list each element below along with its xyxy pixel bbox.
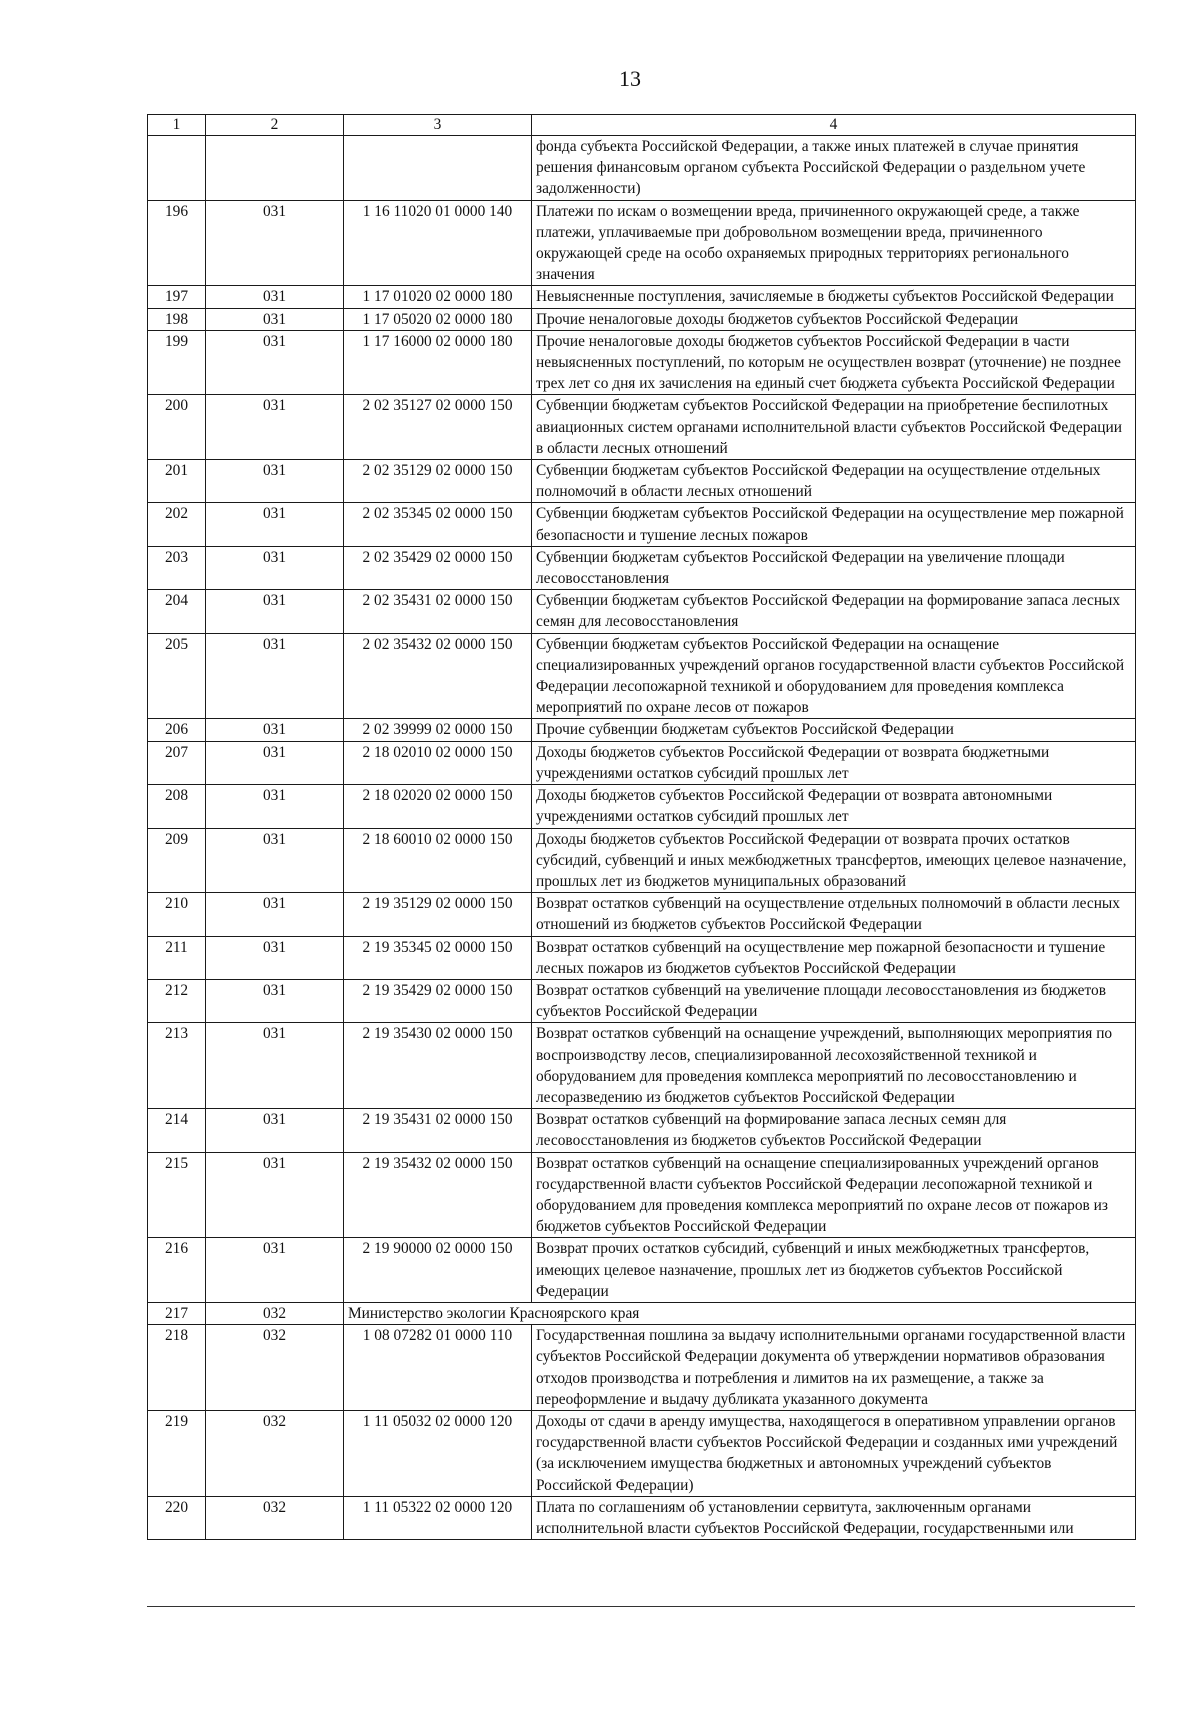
- admin-code: 031: [206, 590, 344, 633]
- budget-code: 1 11 05032 02 0000 120: [344, 1410, 532, 1496]
- admin-code: 031: [206, 503, 344, 546]
- revenue-description: Субвенции бюджетам субъектов Российской Федерации на увеличение площади лесовосстановления: [532, 546, 1136, 589]
- revenue-description: Возврат остатков субвенций на осуществление мер пожарной безопасности и тушение лесных пожаров из бюджетов субъектов Российской Федерации: [532, 936, 1136, 979]
- revenue-description: Государственная пошлина за выдачу исполнительными органами государственной власти субъектов Российской Федерации документа об утверждении нормативов образования отходов производства и потребления и лимитов на их размещение, а также за переоформление и выдачу дубликата указанного документа: [532, 1325, 1136, 1411]
- budget-code: 2 19 35429 02 0000 150: [344, 979, 532, 1022]
- budget-code: 2 02 35129 02 0000 150: [344, 460, 532, 503]
- revenue-description: Плата по соглашениям об установлении сервитута, заключенным органами исполнительной власти субъектов Российской Федерации, государственными или: [532, 1496, 1136, 1539]
- revenue-description: Доходы бюджетов субъектов Российской Федерации от возврата бюджетными учреждениями остатков субсидий прошлых лет: [532, 741, 1136, 784]
- table-row: [148, 979, 1136, 1022]
- admin-code: 032: [206, 1302, 344, 1324]
- admin-name: Министерство экологии Красноярского края: [344, 1302, 1136, 1324]
- budget-code: 1 11 05322 02 0000 120: [344, 1496, 532, 1539]
- row-number: 213: [148, 1023, 206, 1109]
- budget-code: [344, 136, 532, 201]
- table-row: [148, 741, 1136, 784]
- row-number: 198: [148, 308, 206, 330]
- admin-code: 031: [206, 286, 344, 308]
- revenue-description: фонда субъекта Российской Федерации, а также иных платежей в случае принятия решения финансовым органом субъекта Российской Федерации о раздельном учете задолженности): [532, 136, 1136, 201]
- table-row: [148, 286, 1136, 308]
- admin-code: 031: [206, 1109, 344, 1152]
- budget-code: 2 18 60010 02 0000 150: [344, 828, 532, 893]
- row-number: 218: [148, 1325, 206, 1411]
- bottom-rule: [147, 1606, 1135, 1607]
- revenue-description: Прочие субвенции бюджетам субъектов Российской Федерации: [532, 719, 1136, 741]
- budget-code: 1 17 16000 02 0000 180: [344, 330, 532, 395]
- budget-code: 2 19 35432 02 0000 150: [344, 1152, 532, 1238]
- row-number: 206: [148, 719, 206, 741]
- table-row: [148, 1410, 1136, 1496]
- table-row: [148, 893, 1136, 936]
- row-number: 209: [148, 828, 206, 893]
- budget-code: 2 02 35431 02 0000 150: [344, 590, 532, 633]
- row-number: 212: [148, 979, 206, 1022]
- admin-code: 031: [206, 633, 344, 719]
- table-row: [148, 1152, 1136, 1238]
- revenue-description: Невыясненные поступления, зачисляемые в бюджеты субъектов Российской Федерации: [532, 286, 1136, 308]
- admin-code: 031: [206, 200, 344, 286]
- admin-code: 031: [206, 741, 344, 784]
- budget-code: 1 17 01020 02 0000 180: [344, 286, 532, 308]
- row-number: 197: [148, 286, 206, 308]
- admin-code: 031: [206, 828, 344, 893]
- table-body: [148, 136, 1136, 1540]
- revenue-description: Субвенции бюджетам субъектов Российской Федерации на приобретение беспилотных авиационных систем органами исполнительной власти субъектов Российской Федерации в области лесных отношений: [532, 395, 1136, 460]
- revenue-description: Субвенции бюджетам субъектов Российской Федерации на осуществление отдельных полномочий в области лесных отношений: [532, 460, 1136, 503]
- table-row: [148, 936, 1136, 979]
- row-number: 200: [148, 395, 206, 460]
- budget-code: 2 02 39999 02 0000 150: [344, 719, 532, 741]
- budget-code: 1 16 11020 01 0000 140: [344, 200, 532, 286]
- budget-code: 2 18 02020 02 0000 150: [344, 785, 532, 828]
- revenue-description: Возврат остатков субвенций на увеличение площади лесовосстановления из бюджетов субъектов Российской Федерации: [532, 979, 1136, 1022]
- admin-code: 031: [206, 1152, 344, 1238]
- admin-code: 032: [206, 1325, 344, 1411]
- row-number: 199: [148, 330, 206, 395]
- table-row: [148, 590, 1136, 633]
- admin-code: 031: [206, 1023, 344, 1109]
- column-header-3: 3: [344, 115, 532, 136]
- revenue-description: Прочие неналоговые доходы бюджетов субъектов Российской Федерации: [532, 308, 1136, 330]
- budget-code: 2 02 35429 02 0000 150: [344, 546, 532, 589]
- admin-code: 031: [206, 719, 344, 741]
- admin-code: 031: [206, 1238, 344, 1303]
- budget-code: 2 19 35129 02 0000 150: [344, 893, 532, 936]
- revenue-description: Возврат остатков субвенций на осуществление отдельных полномочий в области лесных отношений из бюджетов субъектов Российской Федерации: [532, 893, 1136, 936]
- row-number: [148, 136, 206, 201]
- table-row: [148, 1496, 1136, 1539]
- budget-code: 1 17 05020 02 0000 180: [344, 308, 532, 330]
- admin-code: 031: [206, 395, 344, 460]
- table-row: [148, 395, 1136, 460]
- budget-code: 2 19 35345 02 0000 150: [344, 936, 532, 979]
- revenue-description: Возврат прочих остатков субсидий, субвенций и иных межбюджетных трансфертов, имеющих целевое назначение, прошлых лет из бюджетов субъектов Российской Федерации: [532, 1238, 1136, 1303]
- budget-code: 2 02 35127 02 0000 150: [344, 395, 532, 460]
- page-number: 13: [619, 66, 641, 91]
- table-row: [148, 460, 1136, 503]
- table-row: [148, 1238, 1136, 1303]
- row-number: 207: [148, 741, 206, 784]
- column-header-2: 2: [206, 115, 344, 136]
- admin-code: 032: [206, 1410, 344, 1496]
- revenue-description: Субвенции бюджетам субъектов Российской Федерации на формирование запаса лесных семян для лесовосстановления: [532, 590, 1136, 633]
- row-number: 210: [148, 893, 206, 936]
- row-number: 216: [148, 1238, 206, 1303]
- row-number: 219: [148, 1410, 206, 1496]
- table-header-row: [148, 115, 1136, 136]
- budget-code: 2 02 35432 02 0000 150: [344, 633, 532, 719]
- revenue-description: Субвенции бюджетам субъектов Российской Федерации на осуществление мер пожарной безопасности и тушение лесных пожаров: [532, 503, 1136, 546]
- column-header-1: 1: [148, 115, 206, 136]
- revenue-description: Возврат остатков субвенций на оснащение учреждений, выполняющих мероприятия по воспроизводству лесов, специализированной лесохозяйственной техникой и оборудованием для проведения комплекса мероприятий по лесовосстановлению и лесоразведению из бюджетов субъектов Российской Федерации: [532, 1023, 1136, 1109]
- table-row: [148, 719, 1136, 741]
- table-row: [148, 1023, 1136, 1109]
- row-number: 203: [148, 546, 206, 589]
- admin-code: [206, 136, 344, 201]
- revenue-description: Платежи по искам о возмещении вреда, причиненного окружающей среде, а также платежи, уплачиваемые при добровольном возмещении вреда, причиненного окружающей среде на особо охраняемых природных территориях регионального значения: [532, 200, 1136, 286]
- table-row: [148, 1109, 1136, 1152]
- row-number: 205: [148, 633, 206, 719]
- table-row: [148, 1325, 1136, 1411]
- row-number: 214: [148, 1109, 206, 1152]
- budget-code: 2 19 90000 02 0000 150: [344, 1238, 532, 1303]
- table-row: [148, 308, 1136, 330]
- table-row: [148, 136, 1136, 201]
- revenue-description: Доходы от сдачи в аренду имущества, находящегося в оперативном управлении органов государственной власти субъектов Российской Федерации и созданных ими учреждений (за исключением имущества бюджетных и автономных учреждений субъектов Российской Федерации): [532, 1410, 1136, 1496]
- row-number: 202: [148, 503, 206, 546]
- revenue-table: [147, 114, 1136, 1540]
- row-number: 217: [148, 1302, 206, 1324]
- row-number: 215: [148, 1152, 206, 1238]
- admin-code: 031: [206, 979, 344, 1022]
- table-row: [148, 503, 1136, 546]
- row-number: 204: [148, 590, 206, 633]
- budget-code: 2 19 35430 02 0000 150: [344, 1023, 532, 1109]
- admin-code: 031: [206, 330, 344, 395]
- revenue-description: Доходы бюджетов субъектов Российской Федерации от возврата прочих остатков субсидий, субвенций и иных межбюджетных трансфертов, имеющих целевое назначение, прошлых лет из бюджетов муниципальных образований: [532, 828, 1136, 893]
- row-number: 211: [148, 936, 206, 979]
- admin-code: 031: [206, 893, 344, 936]
- table-row: [148, 546, 1136, 589]
- revenue-description: Доходы бюджетов субъектов Российской Федерации от возврата автономными учреждениями остатков субсидий прошлых лет: [532, 785, 1136, 828]
- row-number: 196: [148, 200, 206, 286]
- table-row: [148, 633, 1136, 719]
- admin-code: 031: [206, 785, 344, 828]
- admin-code: 032: [206, 1496, 344, 1539]
- table-header: [148, 115, 1136, 136]
- admin-code: 031: [206, 936, 344, 979]
- table-row: [148, 1302, 1136, 1324]
- table-row: [148, 828, 1136, 893]
- row-number: 208: [148, 785, 206, 828]
- table-row: [148, 330, 1136, 395]
- admin-code: 031: [206, 308, 344, 330]
- revenue-description: Возврат остатков субвенций на оснащение специализированных учреждений органов государственной власти субъектов Российской Федерации лесопожарной техникой и оборудованием для проведения комплекса мероприятий по охране лесов от пожаров из бюджетов субъектов Российской Федерации: [532, 1152, 1136, 1238]
- table-row: [148, 200, 1136, 286]
- admin-code: 031: [206, 546, 344, 589]
- revenue-description: Субвенции бюджетам субъектов Российской Федерации на оснащение специализированных учреждений органов государственной власти субъектов Российской Федерации лесопожарной техникой и оборудованием для проведения комплекса мероприятий по охране лесов от пожаров: [532, 633, 1136, 719]
- table-row: [148, 785, 1136, 828]
- budget-code: 2 02 35345 02 0000 150: [344, 503, 532, 546]
- column-header-4: 4: [532, 115, 1136, 136]
- budget-code: 2 18 02010 02 0000 150: [344, 741, 532, 784]
- admin-code: 031: [206, 460, 344, 503]
- row-number: 201: [148, 460, 206, 503]
- row-number: 220: [148, 1496, 206, 1539]
- revenue-description: Прочие неналоговые доходы бюджетов субъектов Российской Федерации в части невыясненных поступлений, по которым не осуществлен возврат (уточнение) не позднее трех лет со дня их зачисления на единый счет бюджета субъекта Российской Федерации: [532, 330, 1136, 395]
- budget-code: 2 19 35431 02 0000 150: [344, 1109, 532, 1152]
- budget-code: 1 08 07282 01 0000 110: [344, 1325, 532, 1411]
- revenue-description: Возврат остатков субвенций на формирование запаса лесных семян для лесовосстановления из бюджетов субъектов Российской Федерации: [532, 1109, 1136, 1152]
